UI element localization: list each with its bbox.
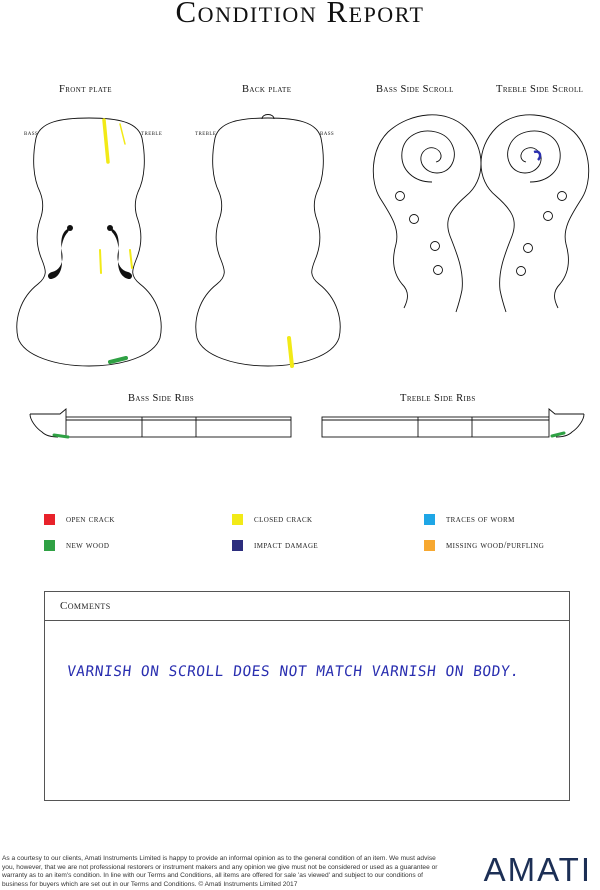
brand-logo: AMATI (483, 851, 592, 888)
legend-traces-of-worm (424, 514, 515, 525)
bass-side-ribs-label: Bass Side Ribs (128, 393, 195, 404)
closed-crack-mark (100, 250, 101, 273)
legend-new-wood (44, 540, 109, 551)
front-plate-outline (17, 118, 161, 366)
legend-label: traces of worm (446, 514, 515, 525)
f-hole-left (48, 228, 70, 279)
legend-swatch-yellow (232, 514, 243, 525)
front-bass-label: bass (24, 130, 39, 137)
treble-scroll-peg-holes (517, 192, 567, 276)
legend-swatch-green (44, 540, 55, 551)
closed-crack-mark (120, 124, 125, 144)
new-wood-mark (110, 358, 126, 362)
legend-swatch-orange (424, 540, 435, 551)
treble-side-ribs-outline (322, 409, 584, 437)
f-hole-right-bottom-eye (126, 273, 132, 279)
f-hole-right-top-eye (107, 225, 113, 231)
treble-side-scroll-outline (481, 115, 589, 312)
legend-swatch-red (44, 514, 55, 525)
f-hole-left-top-eye (67, 225, 73, 231)
back-treble-label: treble (195, 130, 217, 137)
legend-closed-crack (232, 514, 313, 525)
bass-scroll-peg-holes (396, 192, 443, 275)
disclaimer-text: As a courtesy to our clients, Amati Instruments Limited is happy to provide an informal opinion as to the general condition of an item. We must advise you, however, that we are not professional restorers or instrument makers and any opinion we give must not be considered or used as a guarantee or warranty as to an item's condition. In line with our Terms and Conditions, all items are offered for sale 'as viewed' and subject to our conditions of business for buyers which are set out in our Terms and Conditions. © Amati Instruments Limited 2017 (2, 855, 438, 888)
back-plate-label: Back plate (242, 84, 292, 95)
bass-side-scroll-label: Bass Side Scroll (376, 84, 454, 95)
bass-side-ribs-outline (30, 409, 291, 437)
comments-box[interactable] (44, 591, 570, 801)
comments-heading: Comments (45, 592, 569, 621)
f-hole-left-bottom-eye (48, 273, 54, 279)
legend-label: missing wood/purfling (446, 540, 545, 551)
legend-label: impact damage (254, 540, 319, 551)
impact-damage-mark (534, 152, 540, 160)
f-hole-right (110, 228, 132, 279)
front-treble-label: treble (141, 130, 163, 137)
closed-crack-mark (130, 250, 132, 268)
treble-side-ribs-label: Treble Side Ribs (400, 393, 476, 404)
legend-label: open crack (66, 514, 115, 525)
new-wood-mark (54, 435, 68, 437)
legend-impact-damage (232, 540, 318, 551)
legend-missing-wood (424, 540, 544, 551)
bass-side-scroll-outline (373, 115, 481, 312)
new-wood-mark (552, 433, 564, 436)
back-bass-label: bass (320, 130, 335, 137)
legend-swatch-blue (424, 514, 435, 525)
legend-label: closed crack (254, 514, 313, 525)
legend-open-crack (44, 514, 115, 525)
back-plate-outline (196, 115, 340, 367)
legend-label: new wood (66, 540, 110, 551)
front-plate-label: Front plate (59, 84, 112, 95)
page-title: Condition Report (175, 0, 425, 29)
comments-handwritten-text: VARNISH ON SCROLL DOES NOT MATCH VARNISH ON BODY. (66, 664, 521, 680)
closed-crack-mark (289, 338, 292, 366)
treble-side-scroll-label: Treble Side Scroll (496, 84, 584, 95)
legend-swatch-navy (232, 540, 243, 551)
closed-crack-mark (104, 120, 108, 162)
